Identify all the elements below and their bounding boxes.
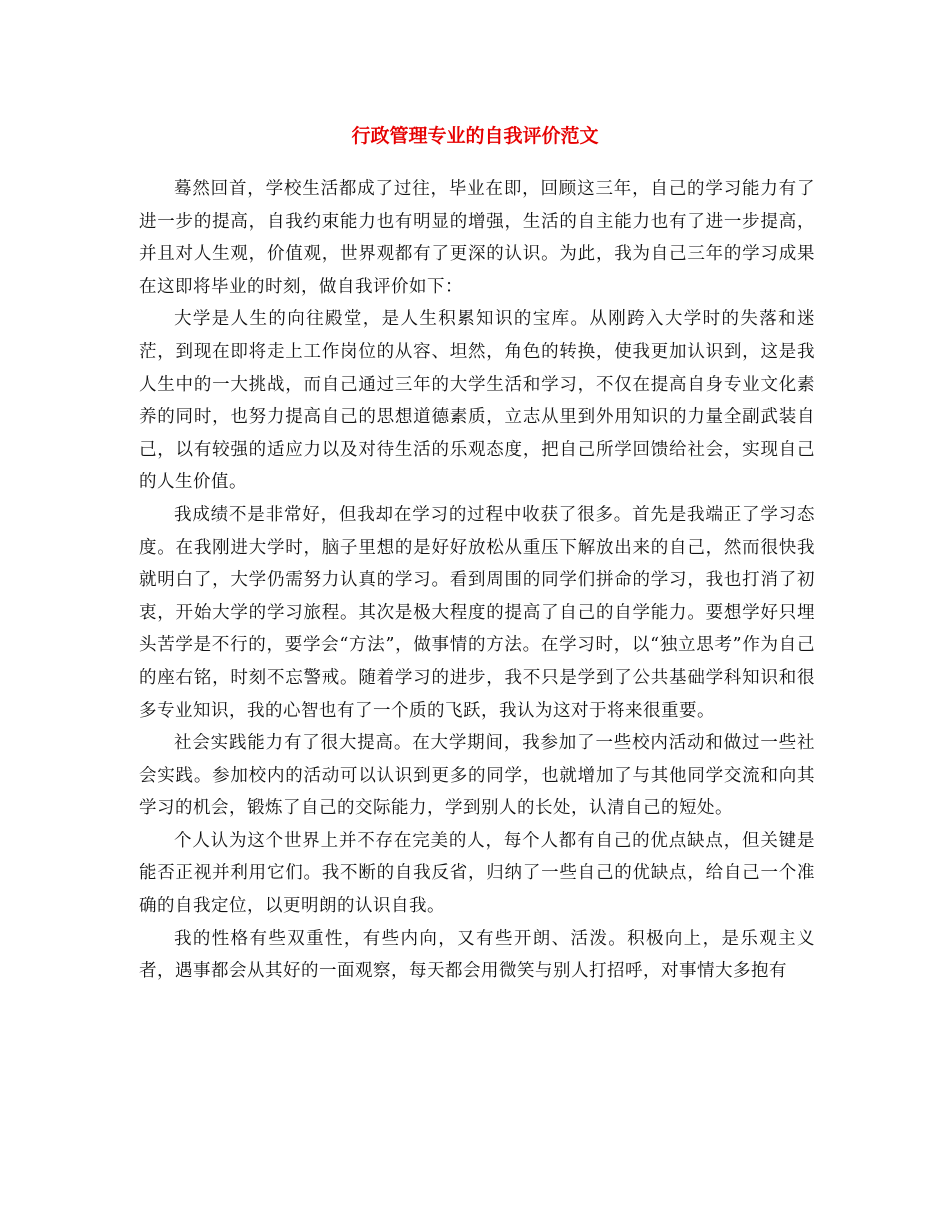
paragraph: 我的性格有些双重性，有些内向，又有些开朗、活泼。积极向上，是乐观主义者，遇事都会从其好的一面观察，每天都会用微笑与别人打招呼，对事情大多抱有 — [139, 928, 815, 982]
paragraph: 蓦然回首，学校生活都成了过往，毕业在即，回顾这三年，自己的学习能力有了进一步的提高，自我约束能力也有明显的增强，生活的自主能力也有了进一步提高，并且对人生观，价值观，世界观都有了更深的认识。为此，我为自己三年的学习成果在这即将毕业的时刻，做自我评价如下： — [139, 179, 815, 297]
paragraph: 个人认为这个世界上并不存在完美的人，每个人都有自己的优点缺点，但关键是能否正视并利用它们。我不断的自我反省，归纳了一些自己的优缺点，给自己一个准确的自我定位，以更明朗的认识自我。 — [139, 830, 815, 917]
paragraph: 大学是人生的向往殿堂，是人生积累知识的宝库。从刚跨入大学时的失落和迷茫，到现在即将走上工作岗位的从容、坦然，角色的转换，使我更加认识到，这是我人生中的一大挑战，而自己通过三年的大学生活和学习，不仅在提高自身专业文化素养的同时，也努力提高自己的思想道德素质，立志从里到外用知识的力量全副武装自己，以有较强的适应力以及对待生活的乐观态度，把自己所学回馈给社会，实现自己的人生价值。 — [139, 309, 815, 493]
paragraph: 社会实践能力有了很大提高。在大学期间，我参加了一些校内活动和做过一些社会实践。参加校内的活动可以认识到更多的同学，也就增加了与其他同学交流和向其学习的机会，锻炼了自己的交际能力，学到别人的长处，认清自己的短处。 — [139, 733, 815, 819]
document-title: 行政管理专业的自我评价范文 — [351, 125, 599, 147]
paragraph: 我成绩不是非常好，但我却在学习的过程中收获了很多。首先是我端正了学习态度。在我刚进大学时，脑子里想的是好好放松从重压下解放出来的自己，然而很快我就明白了，大学仍需努力认真的学习。看到周围的同学们拼命的学习，我也打消了初衷，开始大学的学习旅程。其次是极大程度的提高了自己的自学能力。要想学好只埋头苦学是不行的，要学会“方法”，做事情的方法。在学习时，以“独立思考”作为自己的座右铭，时刻不忘警戒。随着学习的进步，我不只是学到了公共基础学科知识和很多专业知识，我的心智也有了一个质的飞跃，我认为这对于将来很重要。 — [139, 504, 815, 721]
document-body — [139, 173, 815, 988]
